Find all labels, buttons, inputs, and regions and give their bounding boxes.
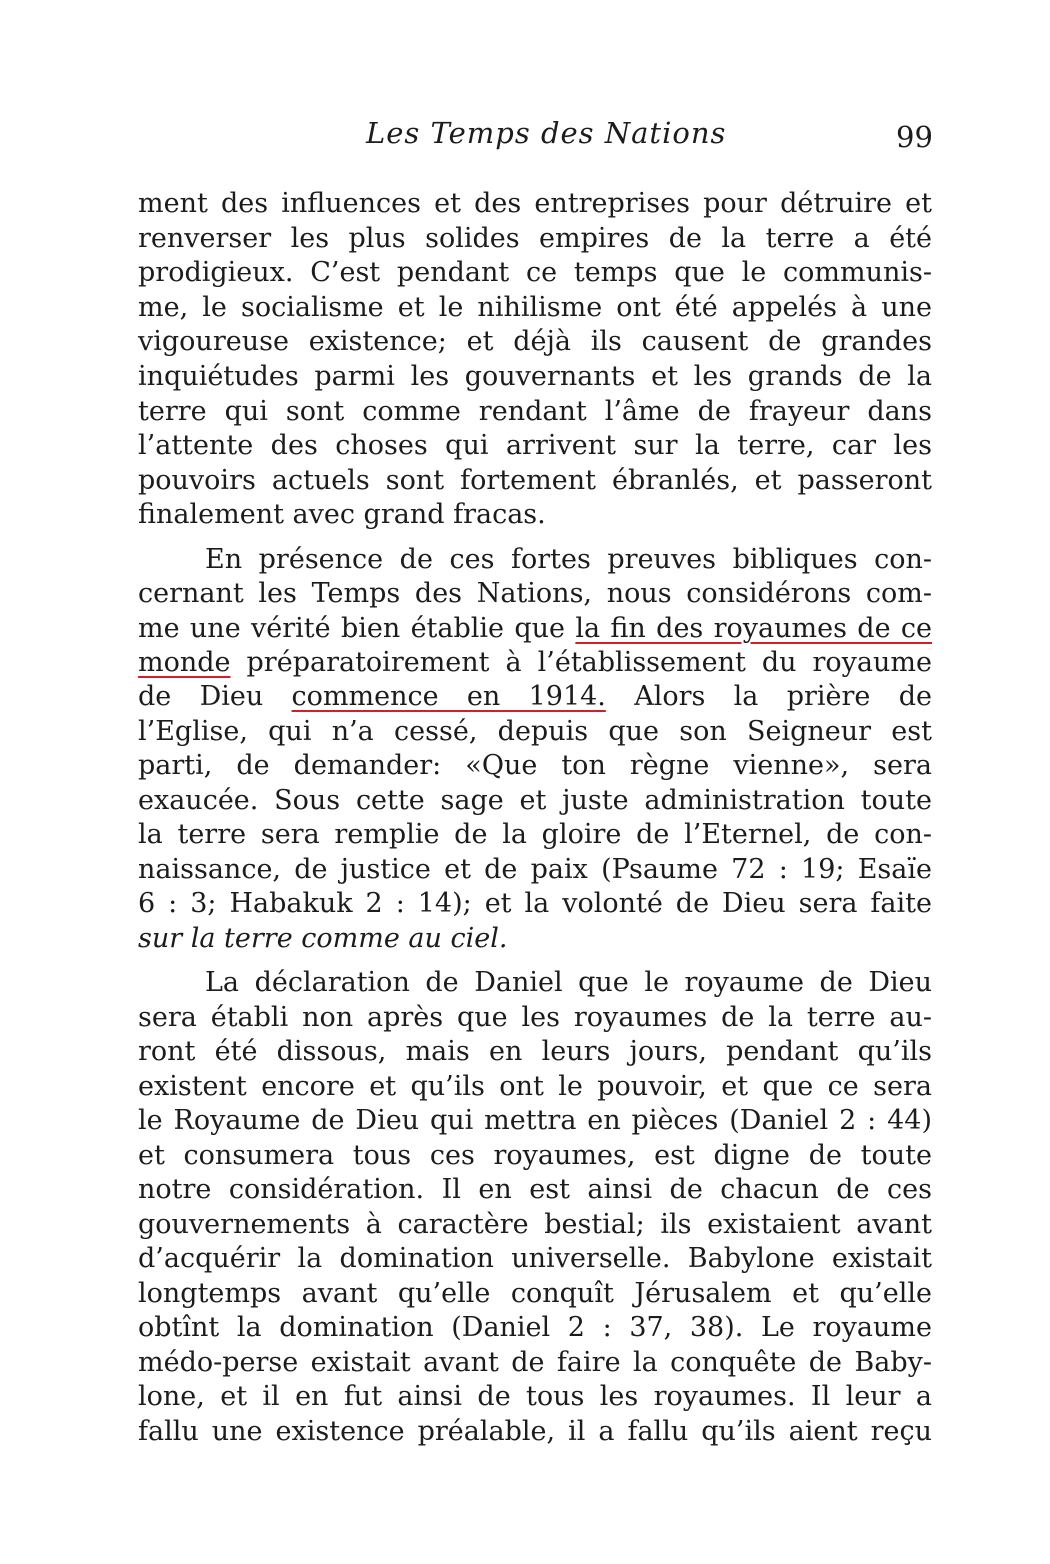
text-line: médo-perse existait avant de faire la conquête de Baby- — [138, 1347, 932, 1378]
text-line: ront été dissous, mais en leurs jours, pendant qu’ils — [138, 1036, 932, 1067]
text-line: l’attente des choses qui arrivent sur la terre, car les — [138, 430, 932, 461]
text-line: et consumera tous ces royaumes, est digne de toute — [138, 1140, 932, 1171]
text-line: obtînt la domination (Daniel 2 : 37, 38). Le royaume — [138, 1312, 932, 1343]
text-line: me, le socialisme et le nihilisme ont été appelés à une — [138, 292, 932, 323]
text-line: sur la terre comme au ciel. — [138, 923, 508, 954]
text-line: prodigieux. C’est pendant ce temps que le communis- — [138, 257, 932, 288]
text-line: terre qui sont comme rendant l’âme de frayeur dans — [138, 396, 932, 427]
text-line: 6 : 3; Habakuk 2 : 14); et la volonté de Dieu sera faite — [138, 888, 932, 919]
text-line: l’Eglise, qui n’a cessé, depuis que son Seigneur est — [138, 716, 932, 747]
text-line: La déclaration de Daniel que le royaume de Dieu — [205, 967, 932, 998]
text-line: d’acquérir la domination universelle. Babylone existait — [138, 1243, 932, 1274]
text-line: inquiétudes parmi les gouvernants et les grands de la — [138, 361, 932, 392]
line-text: de Dieu — [138, 681, 292, 712]
text-line: ment des influences et des entreprises pour détruire et — [138, 188, 932, 219]
underlined-phrase: commence en 1914. — [291, 681, 606, 712]
text-line: exaucée. Sous cette sage et juste administration toute — [138, 785, 932, 816]
text-line: cernant les Temps des Nations, nous considérons com- — [138, 578, 932, 609]
text-line: gouvernements à caractère bestial; ils existaient avant — [138, 1209, 932, 1240]
text-line: vigoureuse existence; et déjà ils causent de grandes — [138, 326, 932, 357]
text-line: la terre sera remplie de la gloire de l’Eternel, de con- — [138, 819, 932, 850]
underlined-phrase: monde — [138, 647, 231, 678]
text-line — [138, 646, 932, 680]
page-number: 99 — [896, 120, 933, 154]
text-line: longtemps avant qu’elle conquît Jérusalem et qu’elle — [138, 1278, 932, 1309]
line-text: préparatoirement à l’établissement du royaume — [230, 647, 932, 678]
text-line — [138, 612, 932, 646]
text-line: fallu une existence préalable, il a fallu qu’ils aient reçu — [138, 1416, 932, 1447]
text-line — [138, 680, 932, 714]
text-line: existent encore et qu’ils ont le pouvoir, et que ce sera — [138, 1071, 932, 1102]
line-text: me une vérité bien établie que — [138, 613, 576, 644]
text-line: notre considération. Il en est ainsi de chacun de ces — [138, 1174, 932, 1205]
text-line: naissance, de justice et de paix (Psaume 72 : 19; Esaïe — [138, 854, 932, 885]
text-line: le Royaume de Dieu qui mettra en pièces (Daniel 2 : 44) — [138, 1105, 932, 1136]
text-line: En présence de ces fortes preuves bibliques con- — [205, 544, 932, 575]
underlined-phrase: la fin des royaumes de ce — [575, 613, 932, 644]
text-line: pouvoirs actuels sont fortement ébranlés, et passeront — [138, 465, 932, 496]
text-line: parti, de demander: «Que ton règne vienne», sera — [138, 750, 932, 781]
running-title: Les Temps des Nations — [366, 116, 727, 150]
text-line: finalement avec grand fracas. — [138, 499, 546, 530]
text-line: sera établi non après que les royaumes de la terre au- — [138, 1002, 932, 1033]
text-line: renverser les plus solides empires de la terre a été — [138, 223, 932, 254]
text-line: lone, et il en fut ainsi de tous les royaumes. Il leur a — [138, 1381, 932, 1412]
line-text: Alors la prière de — [605, 681, 932, 712]
